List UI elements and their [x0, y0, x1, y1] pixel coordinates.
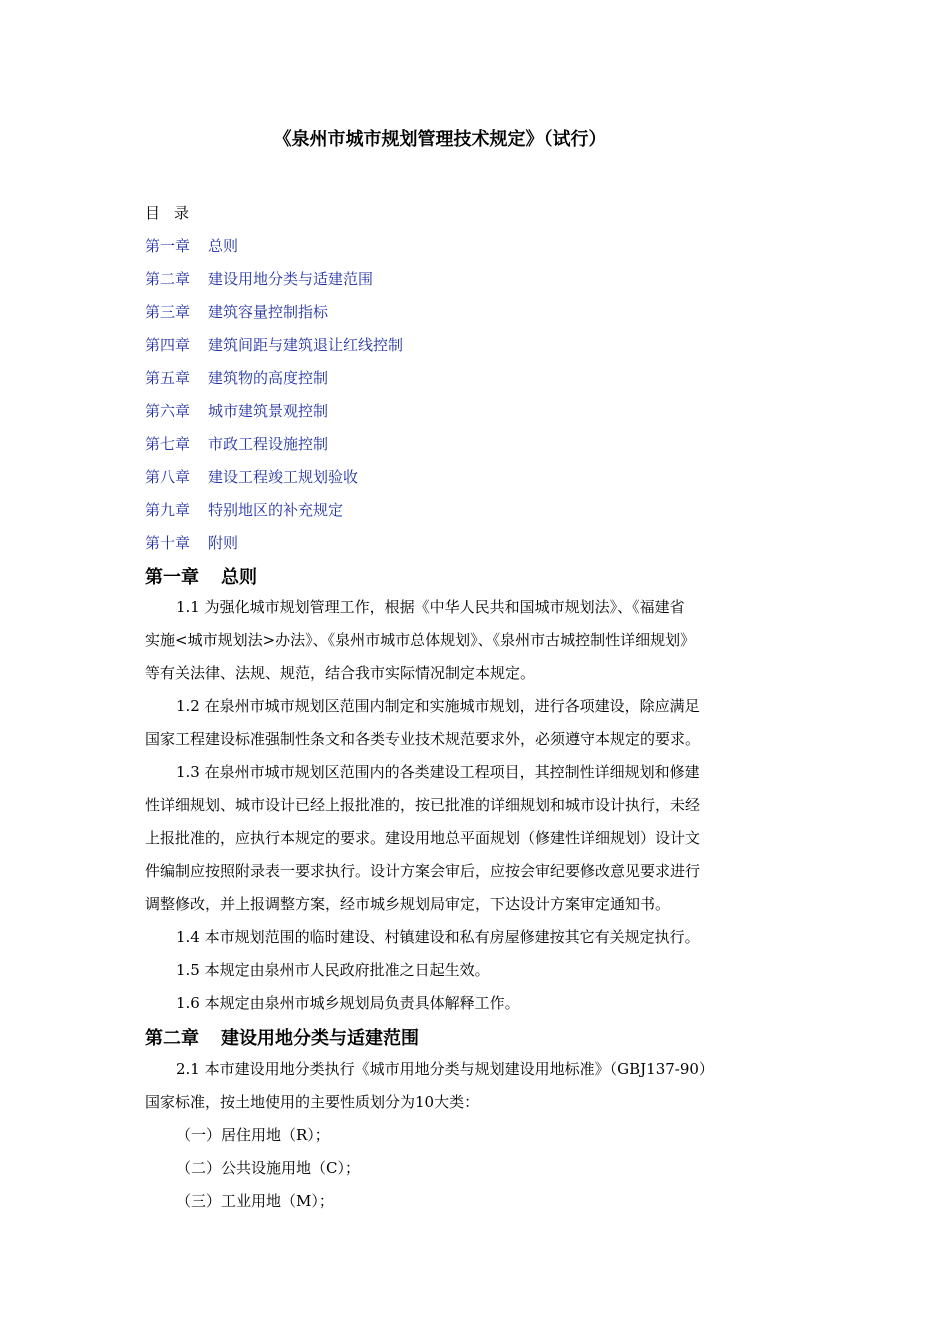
list-item: （三）工业用地（M）； [176, 1192, 334, 1210]
chapter1-section-1-5: 1.5 本规定由泉州市人民政府批准之日起生效。 [176, 961, 490, 979]
toc-item-2[interactable]: 第二章 建设用地分类与适建范围 [145, 270, 374, 288]
toc-item-5[interactable]: 第五章 建筑物的高度控制 [145, 369, 329, 387]
chapter1-heading: 第一章 总则 [145, 567, 257, 588]
toc-item-3[interactable]: 第三章 建筑容量控制指标 [145, 303, 329, 321]
chapter1-section-1-6: 1.6 本规定由泉州市城乡规划局负责具体解释工作。 [176, 994, 520, 1012]
chapter1-section-1-3: 1.3 在泉州市城市规划区范围内的各类建设工程项目，其控制性详细规划和修建 性详细规划、城市设计已经上报批准的，按已批准的详细规划和城市设计执行，未经 上报批准的，应执行本规定的要求。建设用地总平面规划（修建性详细规划）设计文 件编制应按照附录表一要求执行。设计方案会审后，应按会审纪要修改意见要求进行 调整修改，并上报调整方案，经市城乡规划局审定，下达设计方案审定通知书。 [145, 763, 701, 913]
chapter2-section-2-1: 2.1 本市建设用地分类执行《城市用地分类与规划建设用地标准》（GBJ137-90） 国家标准，按土地使用的主要性质划分为10大类： [145, 1060, 714, 1111]
toc-item-7[interactable]: 第七章 市政工程设施控制 [145, 435, 329, 453]
toc-item-4[interactable]: 第四章 建筑间距与建筑退让红线控制 [145, 336, 404, 354]
toc-item-9[interactable]: 第九章 特别地区的补充规定 [145, 501, 344, 519]
toc-item-1[interactable]: 第一章 总则 [145, 237, 239, 255]
list-item: （二）公共设施用地（C）； [176, 1159, 360, 1177]
document-title: 《泉州市城市规划管理技术规定》（试行） [273, 129, 607, 150]
toc-label: 目录 [145, 204, 204, 222]
toc-item-6[interactable]: 第六章 城市建筑景观控制 [145, 402, 329, 420]
chapter2-heading: 第二章 建设用地分类与适建范围 [145, 1028, 419, 1049]
list-item: （一）居住用地（R）； [176, 1126, 330, 1144]
chapter1-section-1-1: 1.1 为强化城市规划管理工作，根据《中华人民共和国城市规划法》、《福建省 实施<城市规划法>办法》、《泉州市城市总体规划》、《泉州市古城控制性详细规划》 等有关法律、法规、规范，结合我市实际情况制定本规定。 [145, 598, 696, 682]
land-use-category-list [145, 1119, 745, 1218]
toc-item-10[interactable]: 第十章 附则 [145, 534, 239, 552]
chapter1-section-1-4: 1.4 本市规划范围的临时建设、村镇建设和私有房屋修建按其它有关规定执行。 [176, 928, 700, 946]
chapter1-section-1-2: 1.2 在泉州市城市规划区范围内制定和实施城市规划，进行各项建设，除应满足 国家工程建设标准强制性条文和各类专业技术规范要求外，必须遵守本规定的要求。 [145, 697, 701, 748]
toc-item-8[interactable]: 第八章 建设工程竣工规划验收 [145, 468, 359, 486]
